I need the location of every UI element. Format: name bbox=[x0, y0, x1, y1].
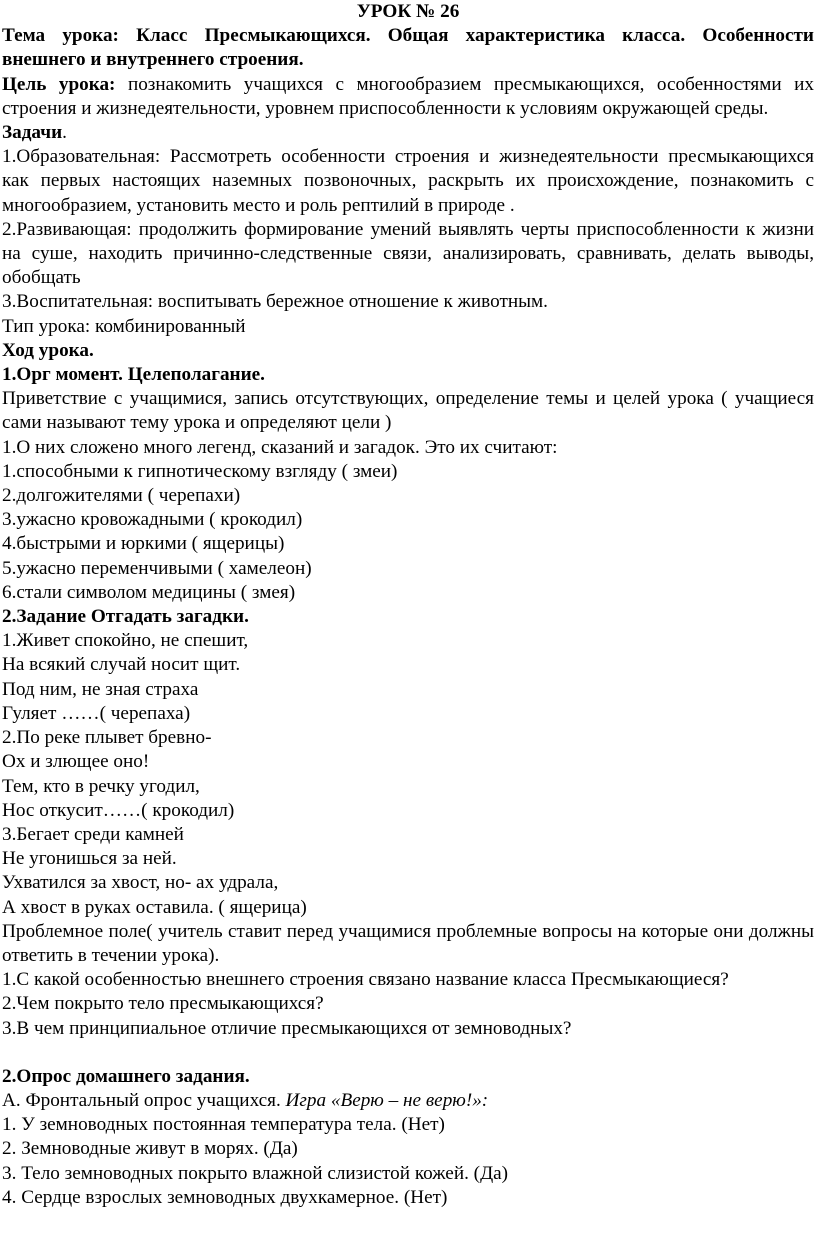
statement-item: 3. Тело земноводных покрыто влажной слизистой кожей. (Да) bbox=[2, 1162, 509, 1184]
blank-line bbox=[2, 1041, 814, 1065]
task-educational-prefix: 1.Образовательная: bbox=[2, 146, 161, 168]
problem-field: Проблемное поле( учитель ставит перед учащимися проблемные вопросы на которые они должны ответить в течении урока). bbox=[2, 920, 814, 966]
riddle-line: Под ним, не зная страха bbox=[2, 678, 199, 700]
statement-item: 1. У земноводных постоянная температура тела. (Нет) bbox=[2, 1114, 445, 1136]
question-item: 3.В чем принципиальное отличие пресмыкающихся от земноводных? bbox=[2, 1017, 572, 1039]
lesson-goal bbox=[2, 73, 814, 121]
riddle-line: Нос откусит……( крокодил) bbox=[2, 799, 235, 821]
course-heading: Ход урока. bbox=[2, 339, 94, 361]
lesson-title: УРОК № 26 bbox=[356, 1, 460, 22]
question-item: 1.С какой особенностью внешнего строения связано название класса Пресмыкающиеся? bbox=[2, 969, 729, 991]
lesson-type: Тип урока: комбинированный bbox=[2, 315, 246, 337]
riddle-line: Гуляет ……( черепаха) bbox=[2, 702, 191, 724]
riddle-line: Не угонишься за ней. bbox=[2, 848, 177, 870]
legends-intro: 1.О них сложено много легенд, сказаний и загадок. Это их считают: bbox=[2, 436, 558, 458]
riddle-line: 3.Бегает среди камней bbox=[2, 823, 184, 845]
riddle-line: Тем, кто в речку угодил, bbox=[2, 775, 200, 797]
tasks-suffix: . bbox=[62, 122, 67, 144]
tasks-heading bbox=[2, 121, 814, 145]
step1-heading: 1.Орг момент. Целеполагание. bbox=[2, 364, 265, 386]
step1-text: Приветствие с учащимися, запись отсутствующих, определение темы и целей урока ( учащиеся сами называют тему урока и определяют цели ) bbox=[2, 388, 814, 434]
list-item: 2.долгожителями ( черепахи) bbox=[2, 485, 241, 507]
game-title: Игра «Верю – не верю!»: bbox=[285, 1089, 489, 1111]
riddle-line: Ох и злющее оно! bbox=[2, 751, 150, 773]
riddle-line: Ухватился за хвост, но- ах удрала, bbox=[2, 872, 279, 894]
task-upbringing: 3.Воспитательная: воспитывать бережное отношение к животным. bbox=[2, 291, 548, 313]
list-item: 1.способными к гипнотическому взгляду ( змеи) bbox=[2, 460, 398, 482]
riddle-line: 1.Живет спокойно, не спешит, bbox=[2, 630, 249, 652]
homework-heading: 2.Опрос домашнего задания. bbox=[2, 1065, 250, 1087]
statement-item: 4. Сердце взрослых земноводных двухкамерное. (Нет) bbox=[2, 1186, 448, 1208]
riddle-line: 2.По реке плывет бревно- bbox=[2, 727, 212, 749]
task-educational bbox=[2, 145, 814, 218]
task-educational-text: Рассмотреть особенности строения и жизнедеятельности пресмыкающихся как первых настоящих наземных позвоночных, раскрыть их происхождение, познакомить с многообразием, установить место и роль рептилий в природе . bbox=[2, 146, 814, 216]
riddle-line: На всякий случай носит щит. bbox=[2, 654, 241, 676]
goal-text: познакомить учащихся с многообразием пресмыкающихся, особенностями их строения и жизнедеятельности, уровнем приспособленности к условиям окружающей среды. bbox=[2, 73, 814, 119]
tasks-label: Задачи bbox=[2, 122, 63, 144]
riddle-line: А хвост в руках оставила. ( ящерица) bbox=[2, 896, 307, 918]
statement-item: 2. Земноводные живут в морях. (Да) bbox=[2, 1138, 298, 1160]
goal-label: Цель урока: bbox=[2, 73, 116, 95]
list-item: 5.ужасно переменчивыми ( хамелеон) bbox=[2, 557, 312, 579]
task-developmental: 2.Развивающая: продолжить формирование умений выявлять черты приспособленности к жизни на суше, находить причинно-следственные связи, анализировать, сравнивать, делать выводы, обобщать bbox=[2, 218, 814, 289]
frontal-survey-text: А. Фронтальный опрос учащихся. bbox=[2, 1089, 286, 1111]
frontal-survey bbox=[2, 1089, 814, 1113]
question-item: 2.Чем покрыто тело пресмыкающихся? bbox=[2, 993, 324, 1015]
list-item: 3.ужасно кровожадными ( крокодил) bbox=[2, 509, 303, 531]
list-item: 6.стали символом медицины ( змея) bbox=[2, 581, 296, 603]
lesson-topic: Тема урока: Класс Пресмыкающихся. Общая характеристика класса. Особенности внешнего и внутреннего строения. bbox=[2, 25, 814, 71]
list-item: 4.быстрыми и юркими ( ящерицы) bbox=[2, 533, 285, 555]
riddles-heading: 2.Задание Отгадать загадки. bbox=[2, 606, 249, 628]
